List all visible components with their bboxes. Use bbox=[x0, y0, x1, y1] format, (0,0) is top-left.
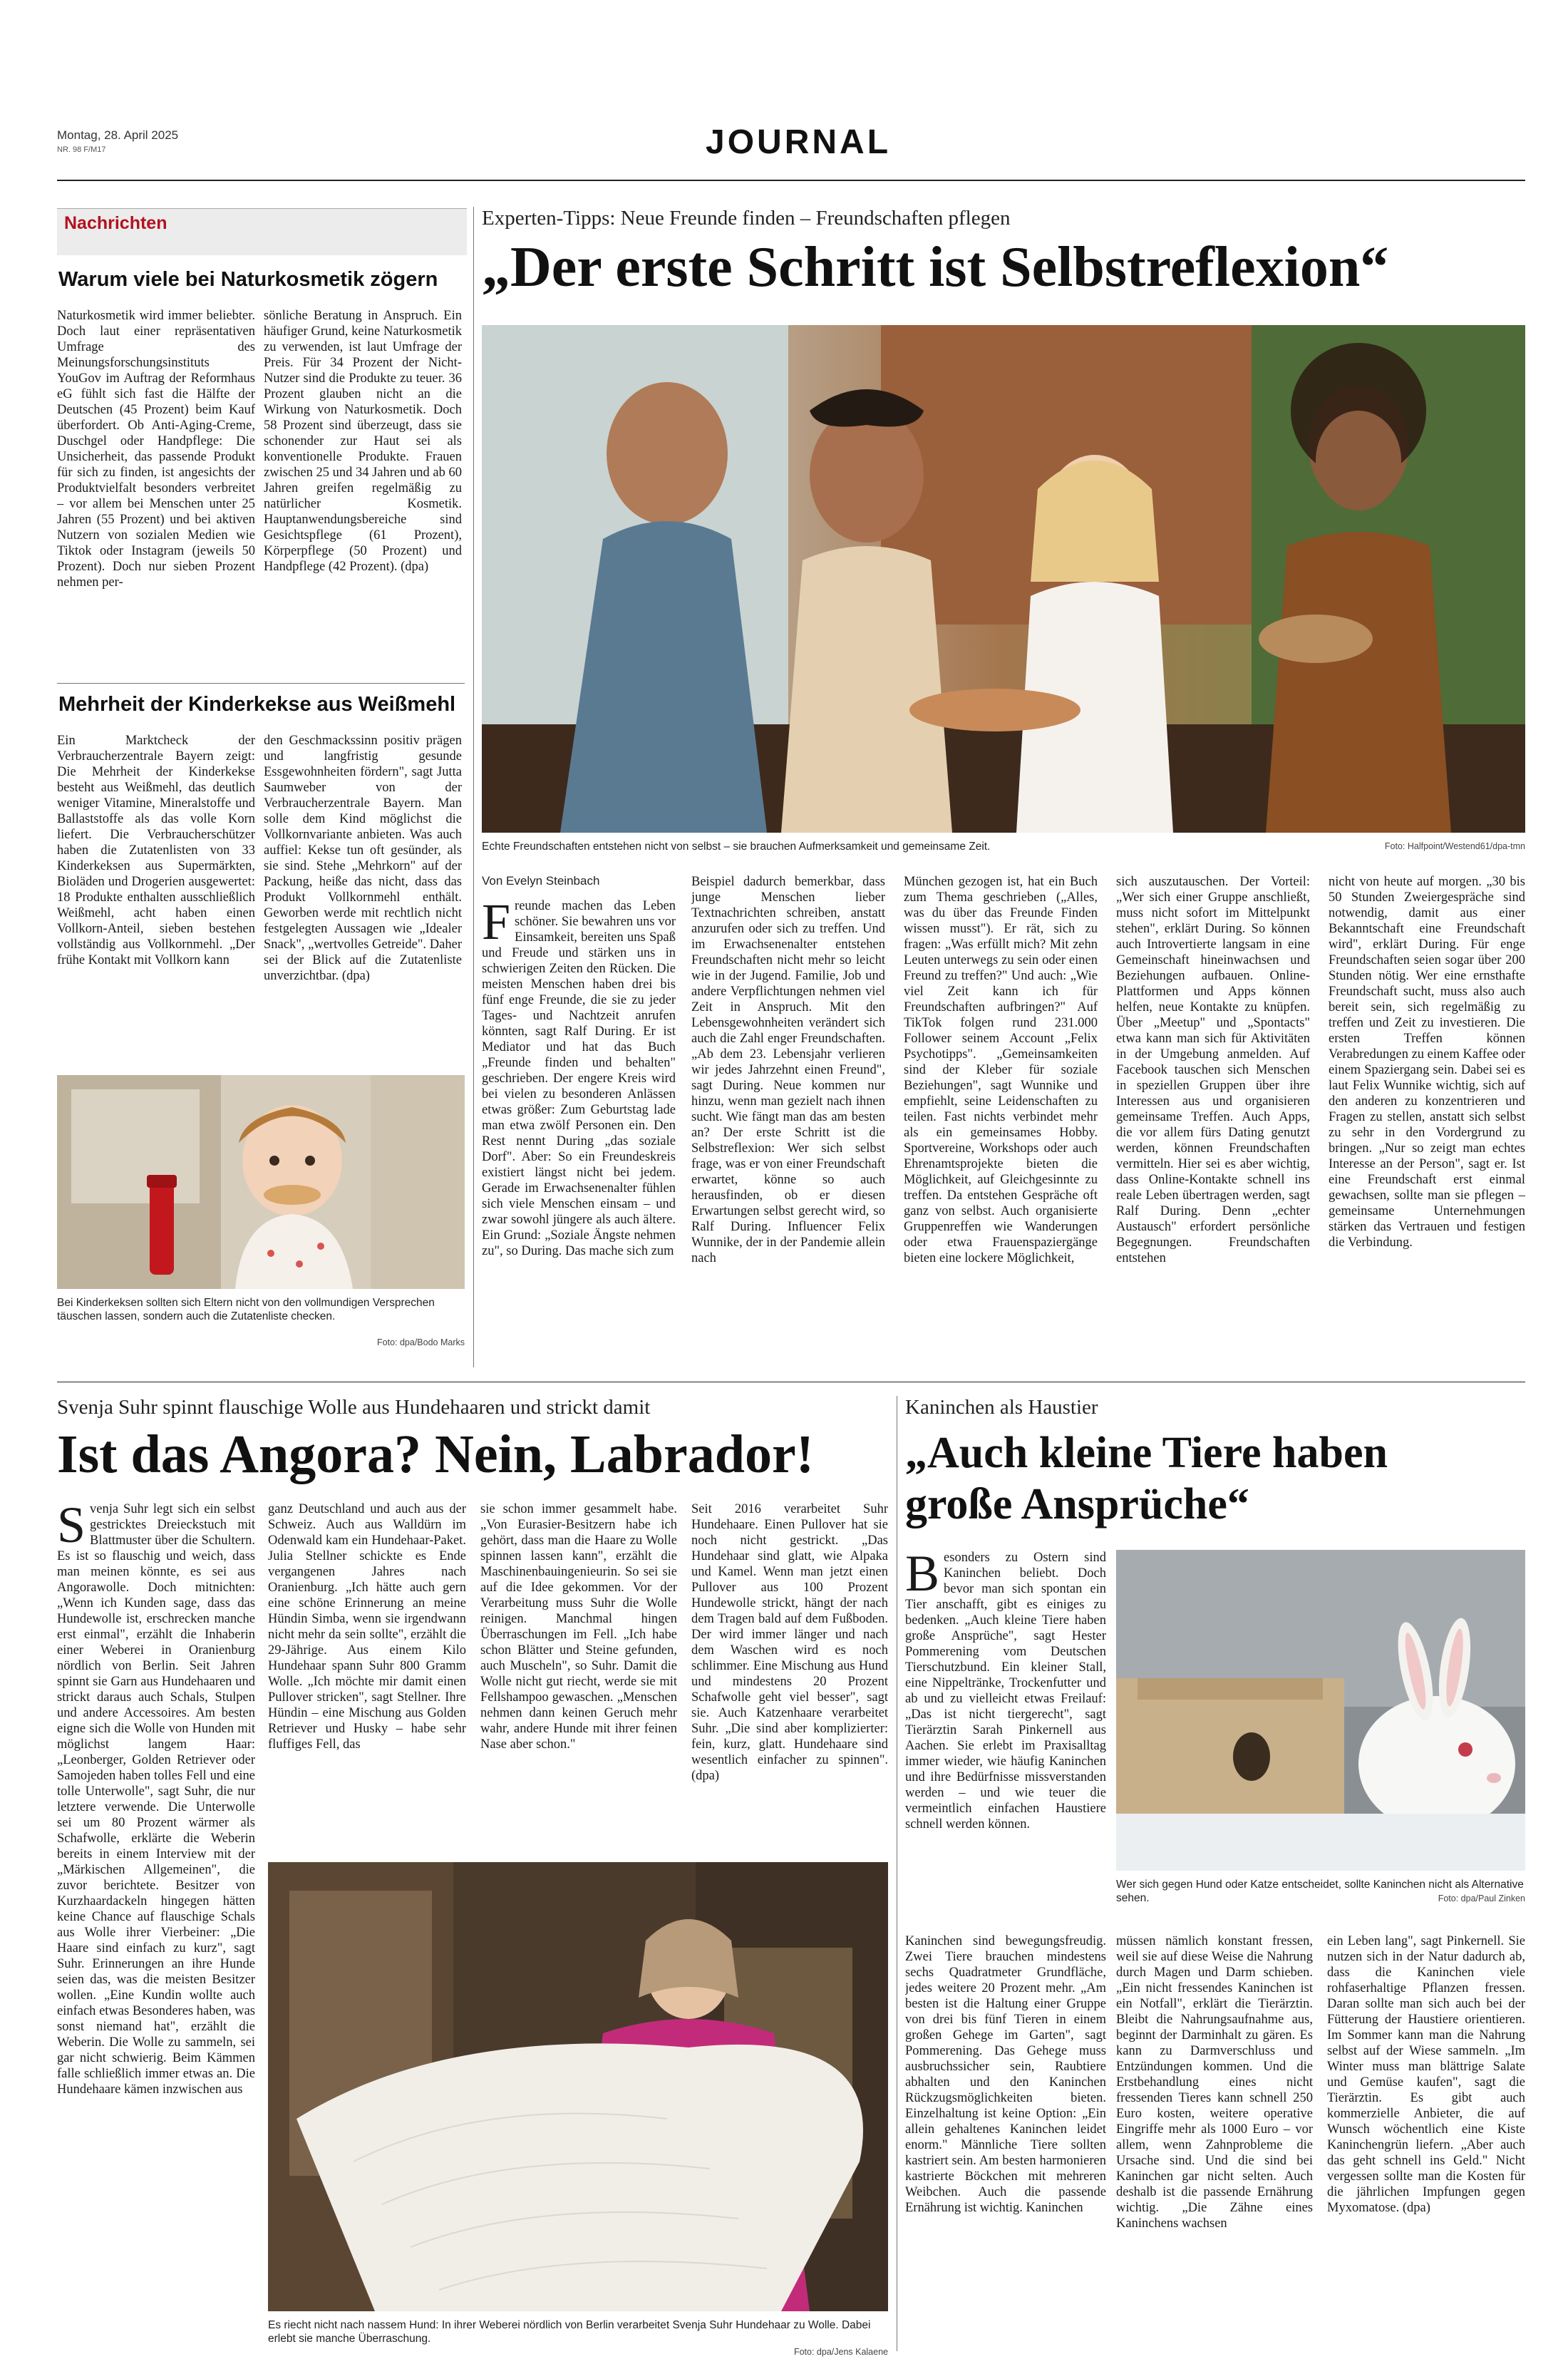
child-cookie-photo bbox=[57, 1075, 465, 1289]
sidebar-divider bbox=[473, 207, 474, 1367]
lead-col1 bbox=[482, 898, 676, 1369]
lead-col5 bbox=[1329, 874, 1525, 1369]
child-cookie-illustration bbox=[57, 1075, 465, 1289]
weaver-caption: Es riecht nicht nach nassem Hund: In ihrer Weberei nördlich von Berlin verarbeitet Svenja Suhr Hundehaar zu Wolle. Dabei erlebt sie manche Überraschung. bbox=[268, 2319, 871, 2345]
masthead-rule bbox=[57, 180, 1525, 181]
news-label-box bbox=[57, 208, 467, 255]
rabbit-text1b: Kaninchen sind bewegungsfreudig. Zwei Tiere brauchen mindestens sechs Quadratmeter Grundfläche, jedes weitere 20 Prozent mehr. „Am besten ist die Haltung einer Gruppe von drei bis fünf Tieren in einem großen Gehege im Garten", sagt Pommerening. Das Gehege muss ausbruchssicher sein, Raubtiere abhalten und den Kaninchen Rückzugsmöglichkeiten bieten. Einzelhaltung ist keine Option: „Ein allein gehaltenes Kaninchen leidet enorm." Männliche Tiere sollten kastriert sein. Am besten harmonieren kastrierte Böckchen mit mehreren Weibchen. Auch die passende Ernährung ist wichtig. Kaninchen bbox=[905, 1934, 1106, 2215]
friends-photo bbox=[482, 325, 1525, 833]
lead-text1: reunde machen das Leben schöner. Sie bewahren uns vor Einsamkeit, bereiten uns Spaß und Freude und stärken uns in schwierigen Zeiten den Rücken. Die meisten Menschen haben drei bis fünf enge Freunde, die sie zu jeder Tages- und Nachtzeit anrufen könnten, sagt Ralf During. Er ist Mediator und hat das Buch „Freunde finden und behalten" geschrieben. Der engere Kreis wird bei vielen zu besonderen Anlässen etwas größer: Zum Geburtstag lade man etwa zwölf Personen ein. Den Rest nennt During „das soziale Dorf". Aber: So ein Freundeskreis existiert längst nicht bei jedem. Gerade im Erwachsenenalter fühlen sich viele Menschen einsam – und zwar sowohl jüngere als auch ältere. Ein Grund: „Soziale Ängste nehmen zu", so During. Das mache sich zum bbox=[482, 899, 676, 1258]
child-photo-caption: Bei Kinderkeksen sollten sich Eltern nicht von den vollmundigen Versprechen täuschen lassen, sondern auch die Zutatenliste checken. bbox=[57, 1297, 435, 1322]
lead-text5: nicht von heute auf morgen. „30 bis 50 Stunden Zweiergespräche sind notwendig, damit aus einer Bekanntschaft eine Freundschaft wird", erklärt During. Für enge Freundschaften seien sogar über 200 Stunden nötig. Wer eine ernsthafte Freundschaft sucht, muss also auch bereit sein, sich regelmäßig zu treffen und Zeit zu investieren. Die ersten Treffen können Verabredungen zu einem Kaffee oder einem Spaziergang sein. Dabei sei es laut Felix Wunnike wichtig, sich auf den anderen zu konzentrieren und Fragen zu stellen, anstatt sich selbst zu sehr in den Vordergrund zu bringen. „Nur so zeigt man echtes Interesse an der Person", sagt er. Ist eine Freundschaft erst einmal gewachsen, sollte man sie pflegen – gemeinsame Unternehmungen stärken das Vertrauen und festigen die Verbindung. bbox=[1329, 875, 1525, 1250]
angora-col1 bbox=[57, 1501, 255, 2344]
rabbit-col3 bbox=[1327, 1933, 1525, 2345]
angora-dropcap: S bbox=[57, 1501, 86, 1553]
rabbit-text3: ein Leben lang", sagt Pinkernell. Sie nutzen sich in der Natur dadurch ab, dass die Kaninchen viele rohfaserhaltige Pflanzen fressen. Daran sollte man sich auch bei der Fütterung der Haustiere orientieren. Im Sommer kann man die Nahrung selbst auf der Wiese sammeln. „Im Winter muss man blättrige Salate und Gemüse kaufen", sagt die Tierärztin. Es gibt auch kommerzielle Anbieter, die auf Wunsch wöchentlich eine Kiste Kaninchengrün liefern. „Aber auch das geht schnell ins Geld." Nicht vergessen sollte man die Kosten für die jährlichen Impfungen gegen Myxomatose. (dpa) bbox=[1327, 1934, 1525, 2215]
angora-text1: venja Suhr legt sich ein selbst gestricktes Dreieckstuch mit Blattmuster über die Schultern. Es ist so flauschig und weich, dass man meinen könnte, es sei aus Angorawolle. Doch mitnichten: „Wenn ich Kunden sage, dass das Hundewolle ist, erschrecken manche erst einmal", erzählt die Inhaberin einer Weberei in Oranienburg nördlich von Berlin. Seit Jahren spinnt sie Garn aus Hundehaaren und strickt daraus auch Schals, Stulpen und andere Accessoires. Am besten eigne sich die Wolle von Hunden mit möglichst langem Haar: „Leonberger, Golden Retriever oder Samojeden haben tolles Fell und eine tolle Unterwolle", sagt Suhr, die nur letztere verwende. Die Unterwolle sei um 80 Prozent wärmer als Schafwolle, erklärte die Weberin bereits in einem Interview mit der „Märkischen Allgemeinen", die zuvor berichtete. Besitzer von Kurzhaardackeln hingegen hätten keine Chance auf flauschige Schals aus Wolle ihrer Vierbeiner: „Die Haare sind einfach zu kurz", sagt Suhr. Erinnerungen an ihre Hunde seien das, was die meisten Besitzer wollen. „Eine Kundin wollte auch einfach etwas Besonderes haben, was sonst niemand hat", erzählt die Weberin. Die Wolle zu sammeln, sei gar nicht schwierig. Beim Kämmen falle schließlich immer etwas an. Die Hundehaare kämen inzwischen aus bbox=[57, 1502, 255, 2097]
rabbit-col2 bbox=[1116, 1933, 1313, 2345]
angora-text4: Seit 2016 verarbeitet Suhr Hundehaare. Einen Pullover hat sie noch nicht gestrickt. „Das Hundehaar sind glatt, wie Alpaka und Kamel. Wenn man jetzt einen Pullover aus 100 Prozent Hundewolle strickt, hängt der nach dem Tragen bald auf dem Fußboden. Der wird immer länger und nach dem Waschen wird es noch schlimmer. Eine Mischung aus Hund und mindestens 20 Prozent Schafwolle geht viel besser", sagt sie. Auch Katzenhaare verarbeitet Suhr. „Die sind aber komplizierter: fein, kurz, glatt. Hundehaare sind wesentlich einfacher zu spinnen". (dpa) bbox=[691, 1502, 888, 1783]
news-item2-text1: Ein Marktcheck der Verbraucherzentrale Bayern zeigt: Die Mehrheit der Kinderkekse besteht aus Weißmehl, das deutlich weniger Vitamine, Mineralstoffe und Ballaststoffe als das volle Korn liefert. Die Verbraucherschützer haben die Zutatenlisten von 33 Kinderkeksen aus Supermärkten, Bioläden und Drogerien ausgewertet: 18 Produkte enthalten ausschließlich Weißmehl, acht haben einen Vollkorn-Anteil, sieben bestehen vollständig aus Vollkornmehl. „Der frühe Kontakt mit Vollkorn kann bbox=[57, 734, 255, 967]
news-item1-col2 bbox=[264, 308, 462, 673]
rabbit-dropcap: B bbox=[905, 1550, 940, 1602]
news-item2-col2 bbox=[264, 733, 462, 1069]
lead-headline: „Der erste Schritt ist Selbstreflexion“ bbox=[482, 236, 1389, 299]
news-item1-text2: sönliche Beratung in Anspruch. Ein häufiger Grund, keine Naturkosmetik zu verwenden, ist laut Umfrage der Preis. Für 34 Prozent der Nicht-Nutzer sind die Produkte zu teuer. 36 Prozent glauben nicht an die Wirkung von Naturkosmetik. Doch 58 Prozent sind überzeugt, dass sie schonender zur Haut sei als konventionelle Produkte. Frauen zwischen 25 und 34 Jahren und ab 60 Jahren greifen regelmäßig zu natürlicher Kosmetik. Hauptanwendungsbereiche sind Gesichtspflege (61 Prozent), Körperpflege (50 Prozent) und Handpflege (42 Prozent). (dpa) bbox=[264, 309, 462, 574]
friends-credit: Foto: Halfpoint/Westend61/dpa-tmn bbox=[1384, 841, 1525, 851]
news-label: Nachrichten bbox=[64, 213, 167, 233]
rabbit-headline: „Auch kleine Tiere haben große Ansprüche“ bbox=[905, 1429, 1388, 1528]
angora-text3: sie schon immer gesammelt habe. „Von Eurasier-Besitzern habe ich gehört, dass man die Haare zu Wolle spinnen lassen kann", erzählt die Maschinenbauingenieurin. So sei sie auf die Idee gekommen. Vor der Verarbeitung muss Suhr die Wolle reinigen. Manchmal hingen Überraschungen im Fell. „Ich habe schon Blätter und Steine gefunden, auch Muscheln", so Suhr. Damit die Wolle nicht gut riecht, werde sie mit Fellshampoo gewaschen. „Menschen nehmen dann keinen Geruch mehr wahr, andere Hunde mit ihrer feinen Nase aber schon." bbox=[480, 1502, 677, 1752]
lead-dropcap: F bbox=[482, 898, 511, 950]
rabbit-text2: müssen nämlich konstant fressen, weil sie auf diese Weise die Nahrung durch Magen und Darm schieben. „Ein nicht fressendes Kaninchen ist ein Notfall", erklärt die Tierärztin. Bleibt die Nahrungsaufnahme aus, beginnt der Darminhalt zu gären. Es kann zu Darmverschluss und Entzündungen kommen. Und die Erstbehandlung eines nicht fressenden Tieres kann schnell 250 Euro kosten, weitere operative Eingriffe mehr als 1000 Euro – vor allem, wenn Zahnprobleme die Ursache sind. Und die sind bei Kaninchen gar nicht selten. Auch deshalb ist die passende Ernährung wichtig. „Die Zähne eines Kaninchens wachsen bbox=[1116, 1934, 1313, 2231]
news-item1-title: Warum viele bei Naturkosmetik zögern bbox=[58, 268, 438, 291]
news-item2-text2: den Geschmackssinn positiv prägen und langfristig gesunde Essgewohnheiten fördern", sagt Jutta Saumweber von der Verbraucherzentrale Bayern. Man solle dem Kind möglichst die Vollkornvariante anbieten. Was auch auffiel: Kekse tun oft gesünder, als sie sind. Stehe „Mehrkorn" auf der Packung, heiße das nicht, dass das Produkt Vollkornmehl enthält. Geworben werde mit rechtlich nicht festgelegten Aussagen wie „Idealer Snack", „wertvolles Getreide". Daher sei der Blick auf die Zutatenliste unverzichtbar. (dpa) bbox=[264, 734, 462, 983]
friends-illustration bbox=[482, 325, 1525, 833]
rabbit-kicker: Kaninchen als Haustier bbox=[905, 1396, 1098, 1419]
lead-col2 bbox=[691, 874, 885, 1369]
rabbit-caption: Wer sich gegen Hund oder Katze entscheidet, sollte Kaninchen nicht als Alternative sehen. bbox=[1116, 1879, 1524, 1904]
rabbit-col1a bbox=[905, 1550, 1106, 1949]
news-item2-col1 bbox=[57, 733, 255, 1069]
lead-author: Von Evelyn Steinbach bbox=[482, 874, 600, 888]
lead-col4 bbox=[1116, 874, 1310, 1369]
masthead-date: Montag, 28. April 2025 bbox=[57, 128, 179, 142]
angora-text2: ganz Deutschland und auch aus der Schweiz. Auch aus Walldürn im Odenwald kam ein Hundehaar-Paket. Julia Stellner schickte es Ende vergangenen Jahres nach Oranienburg. „Ich hätte auch gern eine schöne Erinnerung an meine Hündin Simba, wenn sie irgendwann nicht mehr da sein sollte", erzählt die 29-Jährige. Aus einem Kilo Hundehaar spann Suhr 800 Gramm Wolle. „Ich möchte mir damit einen Pullover stricken", sagt Stellner. Ihre Hündin – eine Mischung aus Golden Retriever und Husky – habe sehr fluffiges Fell, das bbox=[268, 1502, 466, 1752]
rabbit-photo bbox=[1116, 1550, 1525, 1871]
child-photo-credit: Foto: dpa/Bodo Marks bbox=[377, 1337, 465, 1347]
weaver-photo bbox=[268, 1862, 888, 2311]
news-item1-col1 bbox=[57, 308, 255, 673]
masthead-issue: NR. 98 F/M17 bbox=[57, 145, 106, 154]
angora-headline: Ist das Angora? Nein, Labrador! bbox=[57, 1424, 814, 1484]
news-item2-title: Mehrheit der Kinderkekse aus Weißmehl bbox=[58, 693, 456, 716]
angora-col3 bbox=[480, 1501, 677, 1862]
rabbit-illustration bbox=[1116, 1550, 1525, 1871]
news-divider bbox=[57, 683, 465, 684]
friends-caption: Echte Freundschaften entstehen nicht von selbst – sie brauchen Aufmerksamkeit und gemeinsame Zeit. bbox=[482, 841, 991, 853]
lead-text3: München gezogen ist, hat ein Buch zum Thema geschrieben („Alles, was du über das Freunde Finden wissen musst"). Er rät, sich zu fragen: „Was erfüllt mich? Mit zehn Leuten unterwegs zu sein oder einen Freund zu treffen?" Und auch: „Wie viel Zeit kann ich für Freundschaften aufbringen?" Auf TikTok folgen rund 231.000 Follower seinem Account „Felix Psychotipps". „Gemeinsamkeiten sind der Kleber für soziale Beziehungen", sagt Wunnike und empfiehlt, seine Leidenschaften zu teilen. Fast nichts verbindet mehr als ein gemeinsames Hobby. Sportvereine, Workshops oder auch Ehrenamtsprojekte bieten die Möglichkeit, auf Gleichgesinnte zu treffen. Da entstehen Gespräche oft ganz von selbst. Auch organisierte Gruppenreffen wie Wanderungen oder etwa Frauenspaziergänge bieten eine lockere Möglichkeit, bbox=[904, 875, 1098, 1265]
rabbit-col1b bbox=[905, 1933, 1106, 2345]
news-item1-text1: Naturkosmetik wird immer beliebter. Doch laut einer repräsentativen Umfrage des Meinungsforschungsinstituts YouGov im Auftrag der Reformhaus eG fühlt sich fast die Hälfte der Deutschen (45 Prozent) beim Kauf überfordert. Ob Anti-Aging-Creme, Duschgel oder Handpflege: Die Unsicherheit, das passende Produkt für sich zu finden, ist angesichts der Produktvielfalt besonders verbreitet – vor allem bei Menschen unter 25 Jahren (55 Prozent) und bei aktiven Nutzern von sozialen Medien wie Tiktok oder Instagram (jeweils 50 Prozent). Doch nur sieben Prozent nehmen per- bbox=[57, 309, 255, 590]
lead-col3 bbox=[904, 874, 1098, 1369]
rabbit-text1: esonders zu Ostern sind Kaninchen beliebt. Doch bevor man sich spontan ein Tier anschafft, gibt es einiges zu bedenken. „Auch kleine Tiere haben große Ansprüche", sagt Hester Pommerening vom Deutschen Tierschutzbund. Ein kleiner Stall, eine Nippeltränke, Trockenfutter und ab und zu vielleicht etwas Freilauf: „Das ist nicht tiergerecht", sagt Tierärztin Sarah Pinkernell aus Aachen. Sie erlebt im Praxisalltag immer wieder, wie häufig Kaninchen und ihre Bedürfnisse missverstanden werden – und wie teuer die vermeintlich einfachen Haustiere schnell werden können. bbox=[905, 1551, 1106, 1831]
lead-kicker: Experten-Tipps: Neue Freunde finden – Freundschaften pflegen bbox=[482, 207, 1011, 230]
lead-text4: sich auszutauschen. Der Vorteil: „Wer sich einer Gruppe anschließt, muss nicht sofort im Mittelpunkt stehen", erklärt During. So können auch Introvertierte langsam in eine Gemeinschaft hineinwachsen und Beziehungen aufbauen. Online-Plattformen und Apps können helfen, neue Kontakte zu knüpfen. Über „Meetup" und „Spontacts" etwa kann man sich für Aktivitäten in der Umgebung anmelden. Auf Facebook tauschen sich Menschen in speziellen Gruppen über ihre Interessen aus und organisieren gemeinsame Treffen. Auch Apps, die vor allem fürs Dating genutzt werden, können Freundschaften vermitteln. Hier sei es aber wichtig, dass Online-Kontakte schnell ins reale Leben übertragen werden, sagt Ralf During. Denn „echter Austausch" erfordert persönliche Begegnungen. Freundschaften entstehen bbox=[1116, 875, 1310, 1265]
weaver-credit: Foto: dpa/Jens Kalaene bbox=[793, 2347, 888, 2357]
rabbit-credit: Foto: dpa/Paul Zinken bbox=[1438, 1894, 1525, 1903]
angora-kicker: Svenja Suhr spinnt flauschige Wolle aus Hundehaaren und strickt damit bbox=[57, 1396, 651, 1419]
lead-text2: Beispiel dadurch bemerkbar, dass junge Menschen lieber Textnachrichten schreiben, anstatt anzurufen oder sich zu treffen. Und im Erwachsenenalter entstehen Freundschaften nicht mehr so leicht wie in der Jugend. Familie, Job und andere Verpflichtungen nehmen viel Zeit in Anspruch. Mit den Lebensgewohnheiten verändert sich auch die Zahl enger Freundschaften. „Ab dem 23. Lebensjahr verlieren wir jedes Jahrzehnt einen Freund", sagt During. Neue kommen nur hinzu, wenn man gezielt nach ihnen sucht. Wie fängt man das am besten an? Der erste Schritt ist die Selbstreflexion: Wer sich selbst frage, was er von einer Freundschaft erwartet, könne so auch herausfinden, ob er diesen Erwartungen selbst gerecht wird, so Ralf During. Influencer Felix Wunnike, der in der Pandemie allein nach bbox=[691, 875, 885, 1265]
angora-col2 bbox=[268, 1501, 466, 1862]
weaver-illustration bbox=[268, 1862, 888, 2311]
angora-col4 bbox=[691, 1501, 888, 1862]
section-title: JOURNAL bbox=[706, 123, 892, 161]
